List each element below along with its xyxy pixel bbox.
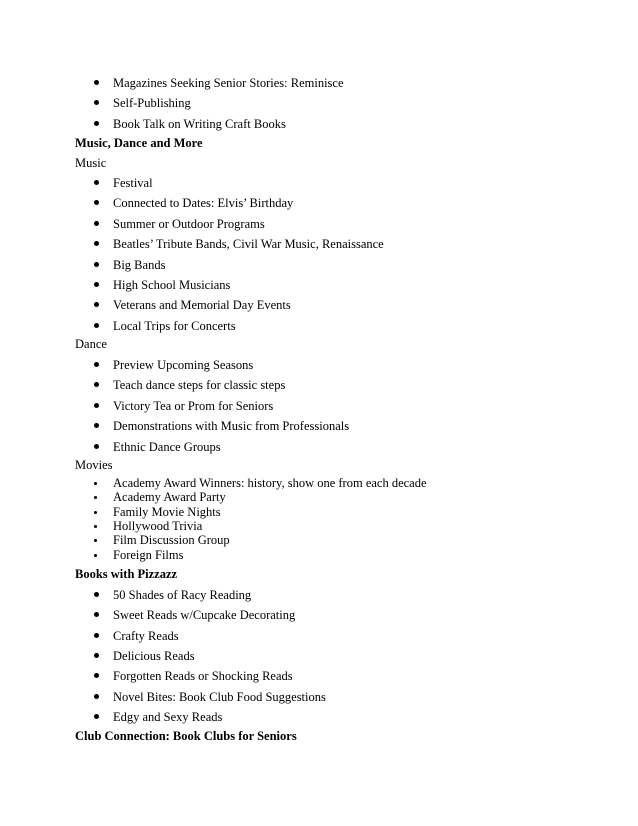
subheading-dance: Dance xyxy=(75,337,107,351)
bullet-icon xyxy=(94,121,99,126)
bullet-icon xyxy=(94,180,99,185)
list-item: Book Talk on Writing Craft Books xyxy=(113,117,286,131)
section-heading-club-connection: Club Connection: Book Clubs for Seniors xyxy=(75,729,297,743)
list-item: Novel Bites: Book Club Food Suggestions xyxy=(113,690,326,704)
list-item: Big Bands xyxy=(113,258,166,272)
list-item: Crafty Reads xyxy=(113,629,179,643)
section-heading-books: Books with Pizzazz xyxy=(75,567,178,581)
list-item: Family Movie Nights xyxy=(113,505,221,519)
bullet-icon xyxy=(94,714,99,719)
list-item: Teach dance steps for classic steps xyxy=(113,378,286,392)
bullet-icon xyxy=(94,362,99,367)
list-item: Edgy and Sexy Reads xyxy=(113,710,223,724)
bullet-icon xyxy=(94,80,99,85)
list-item: Ethnic Dance Groups xyxy=(113,440,221,454)
list-item: 50 Shades of Racy Reading xyxy=(113,588,252,602)
bullet-icon xyxy=(94,633,99,638)
list-item: Academy Award Winners: history, show one from each decade xyxy=(113,476,427,490)
bullet-icon xyxy=(94,241,99,246)
bullet-icon xyxy=(94,200,99,205)
list-item: Summer or Outdoor Programs xyxy=(113,217,265,231)
list-item: Beatles’ Tribute Bands, Civil War Music, Renaissance xyxy=(113,237,384,251)
list-item: Sweet Reads w/Cupcake Decorating xyxy=(113,608,296,622)
bullet-icon xyxy=(94,525,97,528)
list-item: Magazines Seeking Senior Stories: Reminisce xyxy=(113,76,344,90)
bullet-icon xyxy=(94,496,97,499)
list-item: High School Musicians xyxy=(113,278,231,292)
list-item: Foreign Films xyxy=(113,548,184,562)
list-item: Veterans and Memorial Day Events xyxy=(113,298,291,312)
section-heading-music-dance: Music, Dance and More xyxy=(75,136,203,150)
list-item: Forgotten Reads or Shocking Reads xyxy=(113,669,293,683)
bullet-icon xyxy=(94,323,99,328)
list-item: Connected to Dates: Elvis’ Birthday xyxy=(113,196,294,210)
bullet-icon xyxy=(94,403,99,408)
subheading-movies: Movies xyxy=(75,458,113,472)
bullet-icon xyxy=(94,539,97,542)
bullet-icon xyxy=(94,694,99,699)
bullet-icon xyxy=(94,653,99,658)
list-item: Victory Tea or Prom for Seniors xyxy=(113,399,274,413)
bullet-icon xyxy=(94,382,99,387)
bullet-icon xyxy=(94,554,97,557)
bullet-icon xyxy=(94,262,99,267)
bullet-icon xyxy=(94,444,99,449)
list-item: Delicious Reads xyxy=(113,649,195,663)
list-item: Self-Publishing xyxy=(113,96,191,110)
list-item: Hollywood Trivia xyxy=(113,519,203,533)
bullet-icon xyxy=(94,302,99,307)
bullet-icon xyxy=(94,673,99,678)
bullet-icon xyxy=(94,511,97,514)
bullet-icon xyxy=(94,482,97,485)
bullet-icon xyxy=(94,423,99,428)
list-item: Festival xyxy=(113,176,153,190)
bullet-icon xyxy=(94,221,99,226)
bullet-icon xyxy=(94,592,99,597)
list-item: Academy Award Party xyxy=(113,490,226,504)
subheading-music: Music xyxy=(75,156,107,170)
list-item: Film Discussion Group xyxy=(113,533,230,547)
list-item: Preview Upcoming Seasons xyxy=(113,358,254,372)
list-item: Demonstrations with Music from Professionals xyxy=(113,419,350,433)
bullet-icon xyxy=(94,282,99,287)
bullet-icon xyxy=(94,612,99,617)
list-item: Local Trips for Concerts xyxy=(113,319,236,333)
bullet-icon xyxy=(94,100,99,105)
